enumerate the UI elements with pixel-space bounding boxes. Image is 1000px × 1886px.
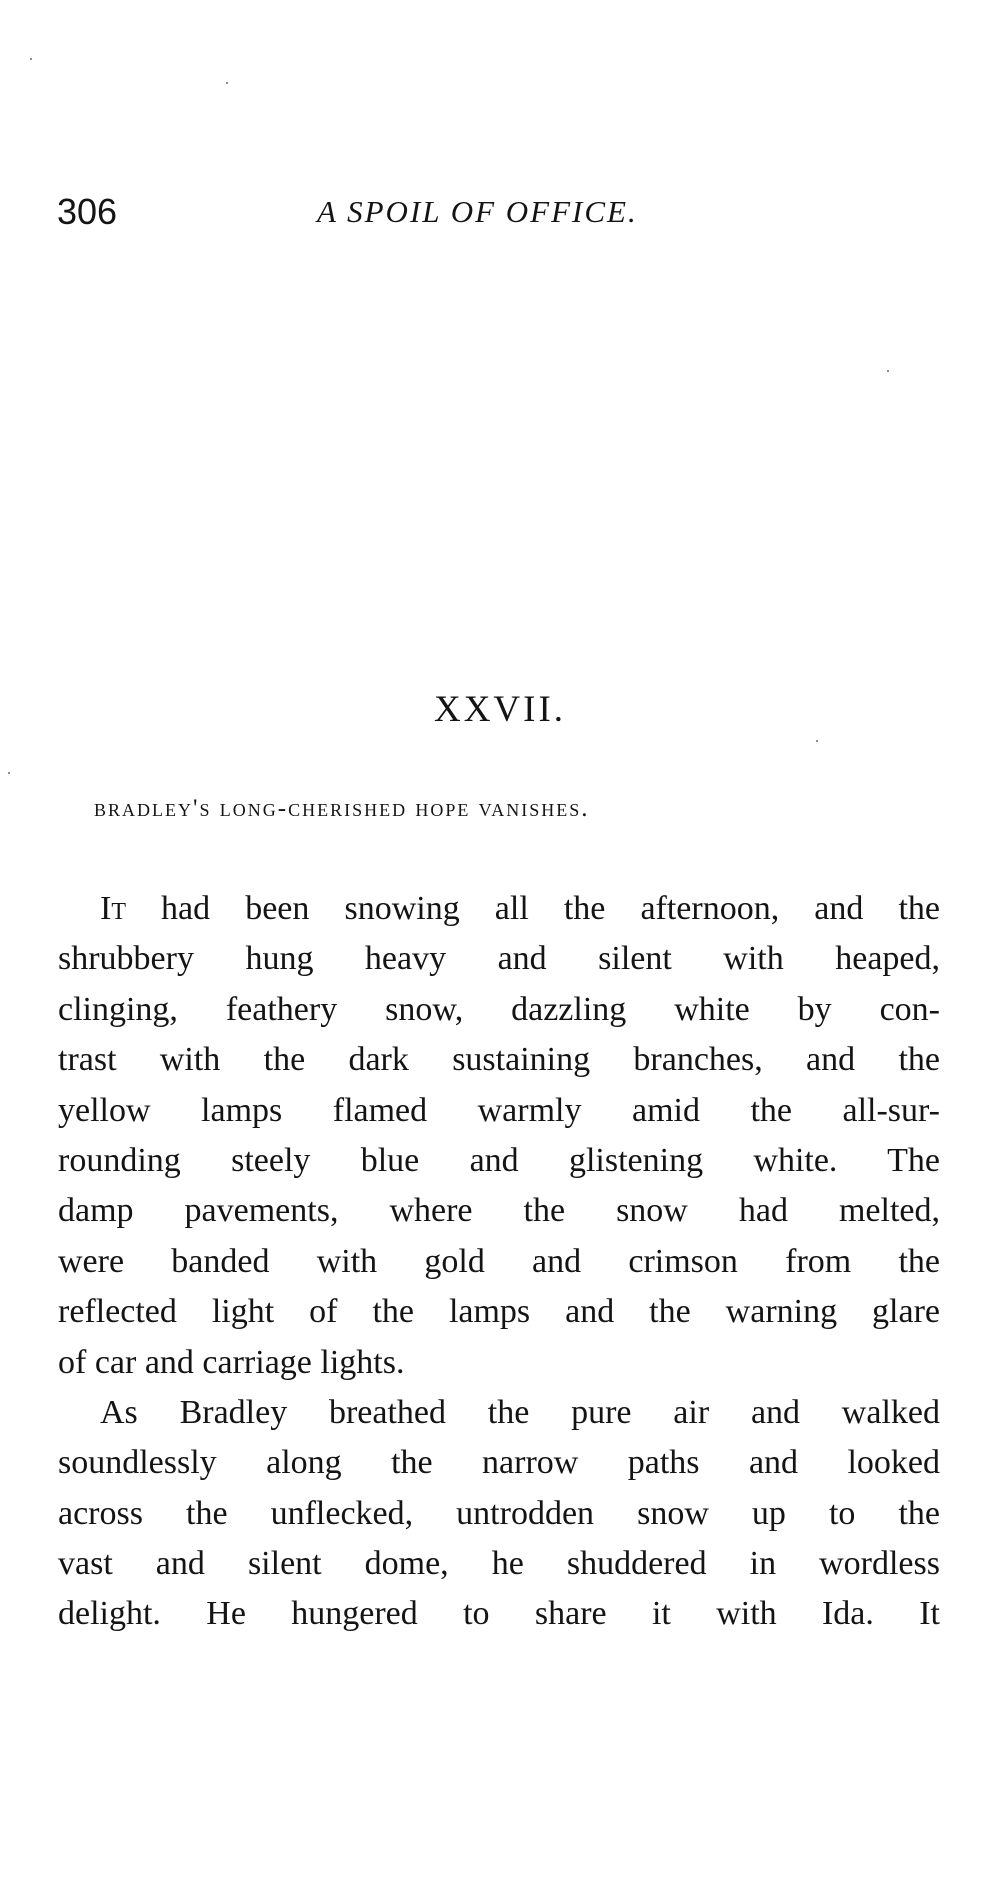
text-line: damp pavements, where the snow had melted,	[58, 1192, 940, 1230]
chapter-number-text: XXVII.	[433, 689, 567, 730]
text-line: of car and carriage lights.	[58, 1343, 405, 1381]
text-line-content: had been snowing all the afternoon, and the	[125, 890, 940, 927]
scan-speck	[816, 740, 818, 742]
scan-speck	[30, 58, 32, 60]
scan-speck	[226, 82, 228, 84]
scan-speck	[887, 370, 889, 372]
text-line: soundlessly along the narrow paths and looked	[58, 1444, 940, 1482]
text-line: were banded with gold and crimson from the	[58, 1242, 940, 1280]
text-line: yellow lamps flamed warmly amid the all-sur-	[58, 1091, 940, 1129]
running-head	[57, 190, 939, 240]
paragraph	[58, 884, 940, 1388]
body-text	[58, 884, 940, 1640]
chapter-number	[0, 686, 1000, 734]
scan-speck	[8, 772, 10, 774]
text-line: rounding steely blue and glistening white. The	[58, 1141, 940, 1179]
paragraph	[58, 1388, 940, 1640]
book-title: A SPOIL OF OFFICE.	[317, 194, 638, 229]
text-line: vast and silent dome, he shuddered in wordless	[58, 1545, 940, 1583]
page-number: 306	[57, 191, 118, 232]
chapter-title: bradley's long-cherished hope vanishes.	[94, 795, 590, 822]
text-line: As Bradley breathed the pure air and walked	[100, 1393, 940, 1431]
text-line: shrubbery hung heavy and silent with heaped,	[58, 940, 940, 978]
paragraph-first-word: It	[100, 890, 126, 927]
text-line	[58, 884, 940, 934]
text-line: across the unflecked, untrodden snow up to the	[58, 1494, 940, 1532]
text-line: delight. He hungered to share it with Ida. It	[58, 1595, 940, 1633]
text-line: reflected light of the lamps and the warning glare	[58, 1293, 940, 1331]
text-line: clinging, feathery snow, dazzling white by con-	[58, 990, 940, 1028]
text-line: trast with the dark sustaining branches, and the	[58, 1041, 940, 1079]
